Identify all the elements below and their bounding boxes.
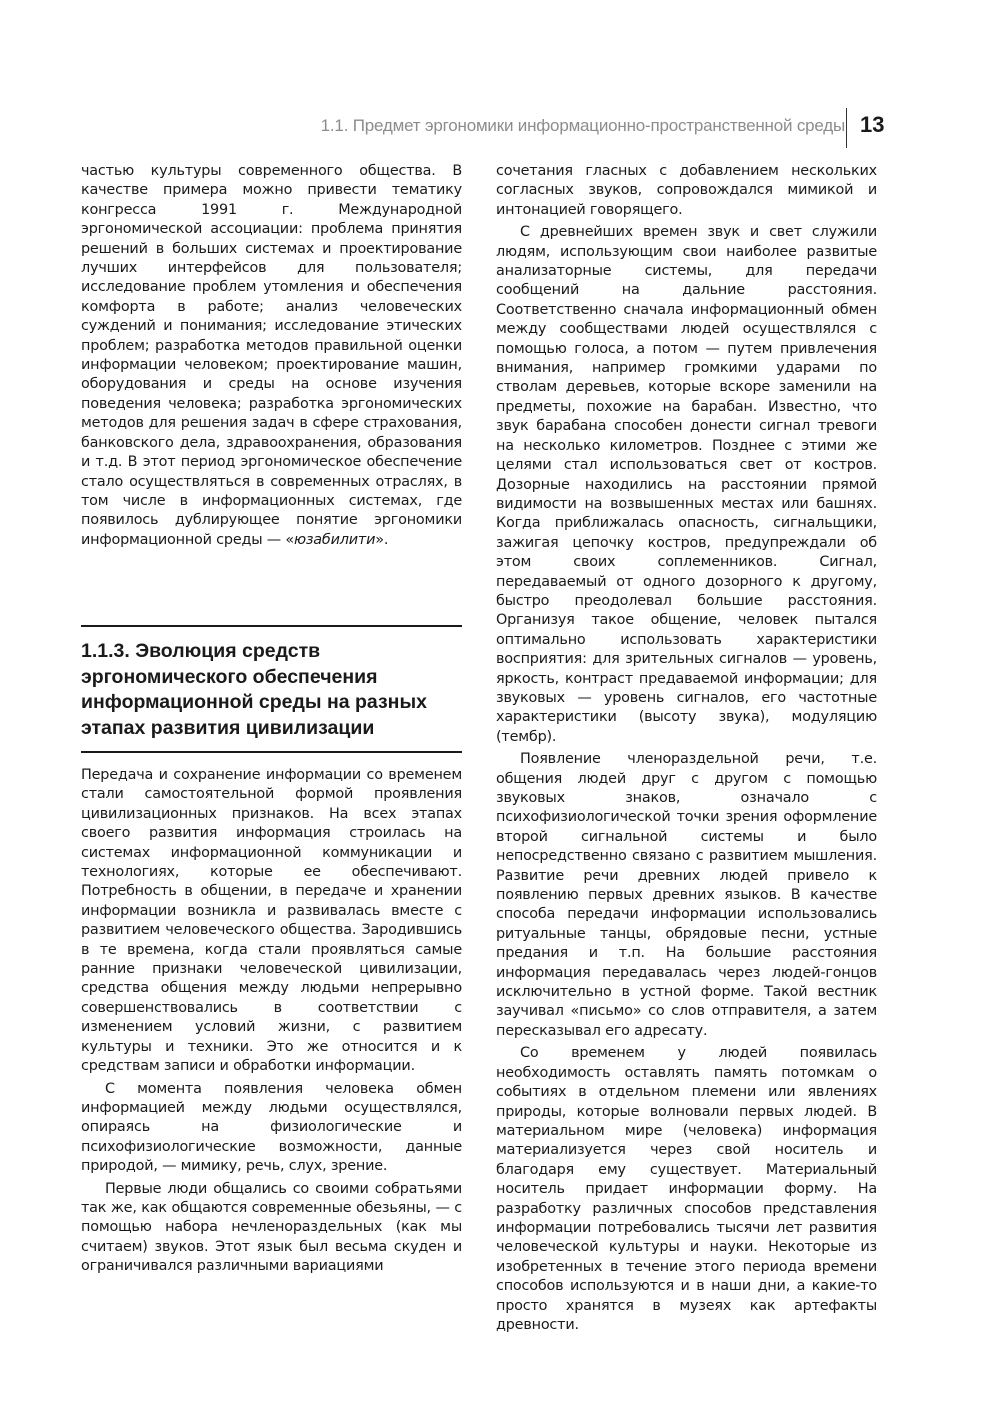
paragraph-end: ». [375, 531, 389, 548]
section-heading: 1.1.3. Эволюция средств эргономического обеспечения информационной среды на разных этапах развития цивилизации [81, 640, 427, 739]
paragraph-text: частью культуры современного общества. В качестве примера можно привести тематику конгресса 1991 г. Международной эргономической ассоциации: проблема принятия решений в больших системах и проектирование лучших интерфейсов для пользователя; исследование проблем утомления и обеспечения комфорта в работе; анализ человеческих суждений и понимания; исследование этических проблем; разработка методов правильной оценки информации человеком; проектирование машин, оборудования и среды на основе изучения поведения человека; разработка эргономических методов для решения задач в сфере страхования, банковского дела, здравоохранения, образования и т.д. В этот период эргономическое обеспечение стало осуществляться в современных отраслях, в том числе в информационных системах, где появилось дублирующее понятие эргономики информационной среды — « [81, 163, 462, 548]
running-title: 1.1. Предмет эргономики информационно-пространственной среды [320, 116, 845, 135]
paragraph: С момента появления человека обмен информацией между людьми осуществлялся, опираясь на физиологические и психофизиологические возможности, данные природой, — мимику, речь, слух, зрение. [81, 1080, 462, 1175]
paragraph: сочетания гласных с добавлением нескольких согласных звуков, сопровождался мимикой и интонацией говорящего. [496, 163, 877, 218]
right-column [496, 162, 877, 1335]
section-heading-block [81, 625, 462, 753]
paragraph: С древнейших времен звук и свет служили людям, использующим свои наиболее развитые анализаторные системы, для передачи сообщений на дальние расстояния. Соответственно сначала информационный обмен между сообществами людей осуществлялся с помощью голоса, а потом — путем привлечения внимания, например громкими ударами по стволам деревьев, которые вскоре заменили на предметы, похожие на барабан. Известно, что звук барабана способен донести сигнал тревоги на несколько километров. Позднее с этими же целями стал использоваться свет от костров. Дозорные находились на расстоянии прямой видимости на возвышенных местах или башнях. Когда приближалась опасность, сигнальщики, зажигая цепочку костров, предупреждали об этом своих соплеменников. Сигнал, передаваемый от одного дозорного к другому, быстро преодолевал большие расстояния. Организуя такое общение, человек пытался оптимально использовать характеристики восприятия: для зрительных сигналов — уровень, яркость, контраст предаваемой информации; для звуковых — уровень сигналов, его частотные характеристики (высоту звука), модуляцию (тембр). [496, 224, 877, 745]
paragraph: Первые люди общались со своими собратьями так же, как общаются современные обезьяны, — с помощью набора нечленораздельных (как мы считаем) звуков. Этот язык был весьма скуден и ограничивался различными вариациями [81, 1180, 462, 1275]
usability-term: юзабилити [293, 531, 376, 548]
paragraph: Со временем у людей появилась необходимость оставлять память потомкам о событиях в отдельном племени или явлениях природы, которые волновали первых людей. В материальном мире (человека) информация материализуется через свой носитель и благодаря ему существует. Материальный носитель придает информации форму. На разработку различных способов представления информации потребовались тысячи лет развития человеческой культуры и науки. Некоторые из изобретенных в течение этого периода времени способов используются и в наши дни, а какие-то просто хранятся в музеях как артефакты древности. [496, 1045, 877, 1333]
header-divider [846, 108, 847, 148]
left-column-top [81, 162, 462, 550]
paragraph: Передача и сохранение информации со временем стали самостоятельной формой проявления цивилизационных признаков. На всех этапах своего развития информация строилась на системах информационной коммуникации и технологиях, которые ее обеспечивают. Потребность в общении, в передаче и хранении информации возникла и развивалась вместе с развитием человеческого общества. Зародившись в те времена, когда стали проявляться самые ранние признаки человеческой цивилизации, средства общения между людьми непрерывно совершенствовались в соответствии с изменением условий жизни, с развитием культуры и техники. Это же относится и к средствам записи и обработки информации. [81, 767, 462, 1075]
paragraph-continuation [81, 162, 462, 550]
left-column-bottom [81, 766, 462, 1277]
paragraph: Появление членораздельной речи, т.е. общения людей друг с другом с помощью звуковых знаков, означало с психофизиологической точки зрения оформление второй сигнальной системы и было непосредственно связано с развитием мышления. Развитие речи древних людей привело к появлению первых древних языков. В качестве способа передачи информации использовались ритуальные танцы, обрядовые песни, устные предания и т.п. На большие расстояния информация передавалась через людей-гонцов исключительно в устной форме. Такой вестник заучивал «письмо» со слов отправителя, а затем пересказывал его адресату. [496, 751, 877, 1039]
page-number: 13 [860, 112, 885, 137]
